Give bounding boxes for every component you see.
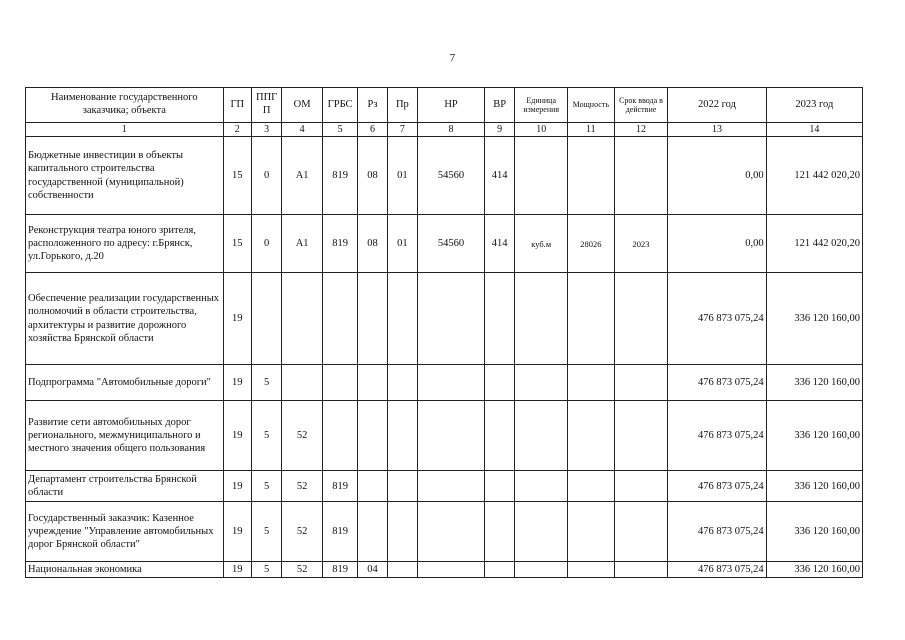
cell-name: Государственный заказчик: Казенное учреждение "Управление автомобильных дорог Брянской области" [26, 502, 224, 562]
cell-y2022: 0,00 [668, 215, 766, 273]
cell-rz [358, 471, 387, 502]
cell-unit [515, 562, 568, 578]
column-number: 2 [223, 123, 251, 137]
cell-y2022: 0,00 [668, 137, 766, 215]
cell-gp: 19 [223, 365, 251, 401]
cell-pr [387, 401, 417, 471]
cell-y2022: 476 873 075,24 [668, 502, 766, 562]
cell-y2022: 476 873 075,24 [668, 562, 766, 578]
budget-table [25, 87, 863, 578]
col-header-grbs: ГРБС [322, 88, 357, 123]
cell-rz: 04 [358, 562, 387, 578]
cell-rz [358, 401, 387, 471]
cell-rz [358, 273, 387, 365]
cell-nr: 54560 [418, 137, 485, 215]
cell-vr: 414 [484, 215, 514, 273]
cell-ppgp [251, 273, 281, 365]
cell-capacity: 28026 [568, 215, 615, 273]
cell-ppgp: 5 [251, 562, 281, 578]
col-header-term: Срок ввода в действие [614, 88, 668, 123]
cell-vr [484, 365, 514, 401]
cell-grbs [322, 365, 357, 401]
cell-capacity [568, 365, 615, 401]
col-header-capacity: Мощность [568, 88, 615, 123]
table-row [26, 562, 863, 578]
column-number: 1 [26, 123, 224, 137]
cell-grbs [322, 273, 357, 365]
cell-gp: 19 [223, 502, 251, 562]
table-row [26, 137, 863, 215]
cell-capacity [568, 137, 615, 215]
column-number: 8 [418, 123, 485, 137]
cell-term [614, 471, 668, 502]
cell-nr [418, 365, 485, 401]
cell-om [282, 273, 323, 365]
cell-y2023: 336 120 160,00 [766, 471, 862, 502]
cell-name: Реконструкция театра юного зрителя, расположенного по адресу: г.Брянск, ул.Горького, д.20 [26, 215, 224, 273]
cell-unit [515, 471, 568, 502]
cell-ppgp: 5 [251, 502, 281, 562]
column-number: 11 [568, 123, 615, 137]
table-row [26, 215, 863, 273]
column-number: 9 [484, 123, 514, 137]
cell-y2023: 336 120 160,00 [766, 365, 862, 401]
cell-pr: 01 [387, 137, 417, 215]
cell-pr [387, 273, 417, 365]
cell-unit [515, 502, 568, 562]
cell-vr [484, 502, 514, 562]
cell-term [614, 502, 668, 562]
cell-y2023: 121 442 020,20 [766, 137, 862, 215]
column-number: 4 [282, 123, 323, 137]
cell-nr [418, 401, 485, 471]
cell-capacity [568, 562, 615, 578]
cell-vr [484, 562, 514, 578]
cell-grbs: 819 [322, 137, 357, 215]
cell-pr [387, 471, 417, 502]
col-header-vr: ВР [484, 88, 514, 123]
cell-capacity [568, 273, 615, 365]
cell-rz [358, 365, 387, 401]
cell-om: 52 [282, 502, 323, 562]
col-header-name: Наименование государственного заказчика; объекта [26, 88, 224, 123]
cell-vr [484, 273, 514, 365]
column-number: 6 [358, 123, 387, 137]
cell-unit [515, 137, 568, 215]
cell-term [614, 365, 668, 401]
col-header-gp: ГП [223, 88, 251, 123]
cell-grbs: 819 [322, 502, 357, 562]
header-row [26, 88, 863, 123]
cell-grbs: 819 [322, 562, 357, 578]
col-header-nr: НР [418, 88, 485, 123]
cell-vr [484, 401, 514, 471]
cell-name: Обеспечение реализации государственных полномочий в области строительства, архитектуры и развитие дорожного хозяйства Брянской области [26, 273, 224, 365]
cell-term [614, 137, 668, 215]
cell-name: Подпрограмма "Автомобильные дороги" [26, 365, 224, 401]
cell-name: Национальная экономика [26, 562, 224, 578]
cell-rz [358, 502, 387, 562]
cell-grbs: 819 [322, 471, 357, 502]
cell-name: Департамент строительства Брянской области [26, 471, 224, 502]
cell-pr [387, 562, 417, 578]
cell-grbs [322, 401, 357, 471]
cell-vr: 414 [484, 137, 514, 215]
cell-gp: 15 [223, 137, 251, 215]
cell-nr [418, 502, 485, 562]
cell-vr [484, 471, 514, 502]
cell-unit [515, 273, 568, 365]
column-number: 10 [515, 123, 568, 137]
table-row [26, 502, 863, 562]
col-header-om: ОМ [282, 88, 323, 123]
cell-term [614, 401, 668, 471]
cell-nr [418, 471, 485, 502]
cell-om [282, 365, 323, 401]
cell-y2022: 476 873 075,24 [668, 401, 766, 471]
cell-ppgp: 5 [251, 401, 281, 471]
cell-y2022: 476 873 075,24 [668, 365, 766, 401]
column-number: 13 [668, 123, 766, 137]
cell-rz: 08 [358, 215, 387, 273]
cell-term [614, 273, 668, 365]
cell-term [614, 562, 668, 578]
cell-capacity [568, 471, 615, 502]
cell-gp: 19 [223, 401, 251, 471]
table-row [26, 365, 863, 401]
column-number-row [26, 123, 863, 137]
cell-pr [387, 502, 417, 562]
cell-gp: 19 [223, 471, 251, 502]
cell-ppgp: 0 [251, 215, 281, 273]
cell-gp: 15 [223, 215, 251, 273]
cell-name: Развитие сети автомобильных дорог регионального, межмуниципального и местного значения общего пользования [26, 401, 224, 471]
cell-nr [418, 273, 485, 365]
cell-unit [515, 401, 568, 471]
cell-grbs: 819 [322, 215, 357, 273]
cell-y2022: 476 873 075,24 [668, 273, 766, 365]
cell-unit: куб.м [515, 215, 568, 273]
cell-ppgp: 5 [251, 471, 281, 502]
cell-y2023: 336 120 160,00 [766, 401, 862, 471]
cell-nr [418, 562, 485, 578]
table-row [26, 401, 863, 471]
page-number: 7 [449, 52, 456, 64]
cell-term: 2023 [614, 215, 668, 273]
cell-capacity [568, 401, 615, 471]
cell-om: 52 [282, 562, 323, 578]
table-row [26, 471, 863, 502]
cell-ppgp: 5 [251, 365, 281, 401]
column-number: 5 [322, 123, 357, 137]
column-number: 12 [614, 123, 668, 137]
cell-y2023: 121 442 020,20 [766, 215, 862, 273]
cell-om: 52 [282, 471, 323, 502]
cell-y2023: 336 120 160,00 [766, 273, 862, 365]
col-header-2023: 2023 год [766, 88, 862, 123]
cell-y2023: 336 120 160,00 [766, 502, 862, 562]
cell-pr [387, 365, 417, 401]
cell-gp: 19 [223, 562, 251, 578]
cell-capacity [568, 502, 615, 562]
cell-unit [515, 365, 568, 401]
cell-om: А1 [282, 137, 323, 215]
column-number: 7 [387, 123, 417, 137]
table-row [26, 273, 863, 365]
cell-y2022: 476 873 075,24 [668, 471, 766, 502]
col-header-2022: 2022 год [668, 88, 766, 123]
cell-nr: 54560 [418, 215, 485, 273]
column-number: 3 [251, 123, 281, 137]
col-header-pr: Пр [387, 88, 417, 123]
cell-om: 52 [282, 401, 323, 471]
table-body [26, 137, 863, 578]
column-number: 14 [766, 123, 862, 137]
cell-gp: 19 [223, 273, 251, 365]
col-header-unit: Единица измерения [515, 88, 568, 123]
col-header-ppgp: ППГ П [251, 88, 281, 123]
cell-pr: 01 [387, 215, 417, 273]
cell-ppgp: 0 [251, 137, 281, 215]
cell-y2023: 336 120 160,00 [766, 562, 862, 578]
col-header-rz: Рз [358, 88, 387, 123]
cell-rz: 08 [358, 137, 387, 215]
cell-name: Бюджетные инвестиции в объекты капитального строительства государственной (муниципальной) собственности [26, 137, 224, 215]
cell-om: А1 [282, 215, 323, 273]
